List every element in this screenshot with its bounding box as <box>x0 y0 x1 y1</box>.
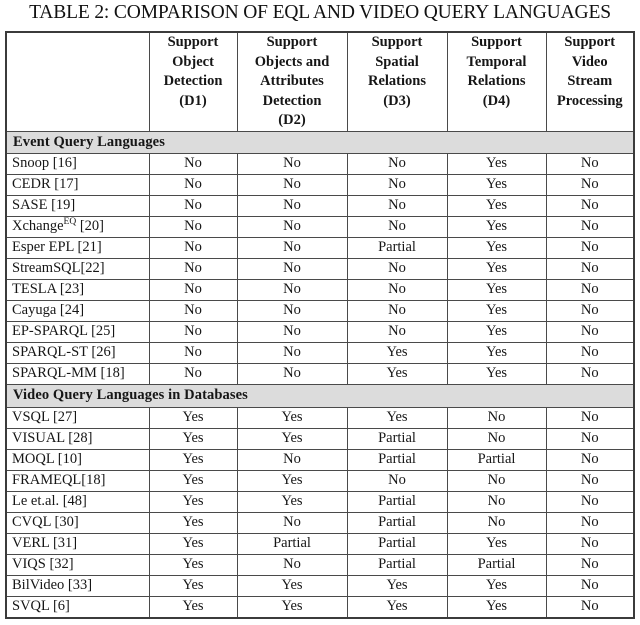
cell-d5: No <box>546 217 634 238</box>
cell-d1: No <box>149 259 237 280</box>
row-label: SPARQL-ST [26] <box>6 343 149 364</box>
column-header-line: Detection <box>262 92 322 109</box>
cell-d1: Yes <box>149 428 237 449</box>
cell-d5: No <box>546 175 634 196</box>
table-row <box>6 491 634 512</box>
cell-d2: Yes <box>237 491 347 512</box>
cell-d2: No <box>237 217 347 238</box>
cell-d2: No <box>237 554 347 575</box>
table-row <box>6 343 634 364</box>
table-row <box>6 364 634 385</box>
cell-d4: No <box>447 428 546 449</box>
row-label: VISUAL [28] <box>6 428 149 449</box>
column-header-d1 <box>149 32 237 131</box>
comparison-table-container <box>5 31 633 619</box>
cell-d3: No <box>347 154 447 175</box>
cell-d1: Yes <box>149 575 237 596</box>
cell-d1: Yes <box>149 449 237 470</box>
cell-d3: No <box>347 322 447 343</box>
cell-d3: Yes <box>347 575 447 596</box>
cell-d3: Yes <box>347 596 447 618</box>
cell-d3: No <box>347 259 447 280</box>
cell-d2: No <box>237 175 347 196</box>
cell-d4: Yes <box>447 259 546 280</box>
cell-d1: No <box>149 343 237 364</box>
cell-d1: Yes <box>149 491 237 512</box>
cell-d3: No <box>347 196 447 217</box>
cell-d2: Partial <box>237 533 347 554</box>
cell-d5: No <box>546 596 634 618</box>
cell-d4: Yes <box>447 196 546 217</box>
cell-d2: Yes <box>237 428 347 449</box>
cell-d4: No <box>447 407 546 428</box>
cell-d3: Partial <box>347 491 447 512</box>
section-header-row <box>6 385 634 408</box>
section-header-label: Video Query Languages in Databases <box>6 385 634 408</box>
row-label: TESLA [23] <box>6 280 149 301</box>
table-row <box>6 470 634 491</box>
cell-d1: Yes <box>149 512 237 533</box>
column-header-line: Spatial <box>375 53 419 70</box>
table-row <box>6 322 634 343</box>
cell-d4: Yes <box>447 217 546 238</box>
table-row <box>6 175 634 196</box>
table-row <box>6 407 634 428</box>
column-header-line: Detection <box>163 73 223 89</box>
cell-d4: Yes <box>447 280 546 301</box>
cell-d4: Yes <box>447 596 546 618</box>
cell-d5: No <box>546 512 634 533</box>
row-label: Snoop [16] <box>6 154 149 175</box>
cell-d4: Yes <box>447 175 546 196</box>
cell-d1: No <box>149 322 237 343</box>
cell-d2: No <box>237 364 347 385</box>
cell-d1: No <box>149 364 237 385</box>
cell-d4: Yes <box>447 575 546 596</box>
column-header-line: Relations <box>368 73 426 89</box>
cell-d2: No <box>237 238 347 259</box>
cell-d2: No <box>237 196 347 217</box>
cell-d5: No <box>546 449 634 470</box>
cell-d2: Yes <box>237 596 347 618</box>
cell-d5: No <box>546 554 634 575</box>
cell-d5: No <box>546 407 634 428</box>
cell-d2: Yes <box>237 575 347 596</box>
row-label: Esper EPL [21] <box>6 238 149 259</box>
cell-d5: No <box>546 470 634 491</box>
column-header-line: (D4) <box>482 92 511 109</box>
table-body <box>6 131 634 618</box>
column-header-line: Objects and <box>254 53 330 70</box>
cell-d1: Yes <box>149 596 237 618</box>
cell-d3: No <box>347 175 447 196</box>
cell-d5: No <box>546 154 634 175</box>
cell-d4: Yes <box>447 238 546 259</box>
cell-d3: Partial <box>347 512 447 533</box>
row-label: CEDR [17] <box>6 175 149 196</box>
row-label: SPARQL-MM [18] <box>6 364 149 385</box>
cell-d4: Partial <box>447 449 546 470</box>
column-header-line: Support <box>564 34 616 50</box>
cell-d5: No <box>546 343 634 364</box>
cell-d3: Yes <box>347 364 447 385</box>
cell-d3: Partial <box>347 554 447 575</box>
cell-d3: No <box>347 280 447 301</box>
column-header-d5 <box>546 32 634 131</box>
row-label: CVQL [30] <box>6 512 149 533</box>
cell-d4: Yes <box>447 154 546 175</box>
table-row <box>6 301 634 322</box>
column-header-d2 <box>237 32 347 131</box>
cell-d4: Yes <box>447 301 546 322</box>
cell-d5: No <box>546 575 634 596</box>
table-row <box>6 259 634 280</box>
cell-d1: No <box>149 196 237 217</box>
cell-d4: No <box>447 470 546 491</box>
section-header-row <box>6 131 634 154</box>
cell-d5: No <box>546 280 634 301</box>
column-header-line: (D3) <box>383 92 411 109</box>
table-header <box>6 32 634 131</box>
cell-d1: Yes <box>149 407 237 428</box>
column-header-line: (D1) <box>179 92 207 109</box>
cell-d2: No <box>237 154 347 175</box>
cell-d5: No <box>546 364 634 385</box>
column-header-d4 <box>447 32 546 131</box>
cell-d1: No <box>149 175 237 196</box>
table-row <box>6 238 634 259</box>
header-row <box>6 32 634 131</box>
row-label: BilVideo [33] <box>6 575 149 596</box>
cell-d1: No <box>149 217 237 238</box>
cell-d4: No <box>447 512 546 533</box>
table-row <box>6 280 634 301</box>
cell-d4: No <box>447 491 546 512</box>
section-header-label: Event Query Languages <box>6 131 634 154</box>
cell-d5: No <box>546 238 634 259</box>
column-header-line: Object <box>172 53 214 70</box>
cell-d3: Partial <box>347 449 447 470</box>
cell-d1: Yes <box>149 533 237 554</box>
row-label: VSQL [27] <box>6 407 149 428</box>
cell-d5: No <box>546 259 634 280</box>
cell-d3: Yes <box>347 343 447 364</box>
cell-d4: Yes <box>447 322 546 343</box>
column-header-line: (D2) <box>278 112 306 128</box>
cell-d3: Partial <box>347 428 447 449</box>
cell-d4: Yes <box>447 343 546 364</box>
column-header-line: Support <box>266 34 318 50</box>
column-header-name <box>6 32 149 131</box>
cell-d2: No <box>237 280 347 301</box>
table-row <box>6 154 634 175</box>
row-label: Le et.al. [48] <box>6 491 149 512</box>
row-label: MOQL [10] <box>6 449 149 470</box>
cell-d1: Yes <box>149 554 237 575</box>
cell-d4: Yes <box>447 364 546 385</box>
cell-d4: Partial <box>447 554 546 575</box>
table-row <box>6 512 634 533</box>
cell-d4: Yes <box>447 533 546 554</box>
cell-d2: Yes <box>237 470 347 491</box>
cell-d1: Yes <box>149 470 237 491</box>
column-header-line: Processing <box>556 92 623 109</box>
table-row <box>6 449 634 470</box>
row-label: StreamSQL[22] <box>6 259 149 280</box>
column-header-line: Relations <box>467 73 526 89</box>
column-header-line: Attributes <box>260 73 324 89</box>
cell-d3: No <box>347 217 447 238</box>
row-label: FRAMEQL[18] <box>6 470 149 491</box>
column-header-line: Stream <box>567 73 613 89</box>
cell-d1: No <box>149 238 237 259</box>
column-header-line: Support <box>167 34 219 50</box>
row-label: VERL [31] <box>6 533 149 554</box>
cell-d1: No <box>149 154 237 175</box>
cell-d2: No <box>237 259 347 280</box>
row-label: EP-SPARQL [25] <box>6 322 149 343</box>
cell-d1: No <box>149 301 237 322</box>
row-label: Cayuga [24] <box>6 301 149 322</box>
cell-d5: No <box>546 533 634 554</box>
row-label-superscript: EQ <box>63 217 77 228</box>
cut-off-caption-text <box>0 612 640 625</box>
column-header-d3 <box>347 32 447 131</box>
cell-d5: No <box>546 428 634 449</box>
cell-d5: No <box>546 491 634 512</box>
cell-d2: Yes <box>237 407 347 428</box>
table-row <box>6 575 634 596</box>
cell-d5: No <box>546 322 634 343</box>
column-header-line: Support <box>471 34 522 50</box>
table-row <box>6 554 634 575</box>
cell-d5: No <box>546 196 634 217</box>
row-label: SVQL [6] <box>6 596 149 618</box>
row-label: Xchange$^{EQ}$ [20] <box>6 217 149 238</box>
table-row <box>6 428 634 449</box>
cell-d2: No <box>237 301 347 322</box>
cell-d2: No <box>237 322 347 343</box>
cell-d2: No <box>237 512 347 533</box>
page-title: TABLE 2: COMPARISON OF EQL AND VIDEO QUERY LANGUAGES <box>29 2 611 23</box>
row-label: VIQS [32] <box>6 554 149 575</box>
table-row <box>6 533 634 554</box>
comparison-table <box>5 31 635 619</box>
column-header-line: Temporal <box>466 53 527 70</box>
cell-d3: Partial <box>347 533 447 554</box>
column-header-line: Video <box>571 53 608 70</box>
cell-d5: No <box>546 301 634 322</box>
table-row <box>6 217 634 238</box>
column-header-line: Support <box>371 34 423 50</box>
cell-d1: No <box>149 280 237 301</box>
cell-d3: Yes <box>347 407 447 428</box>
cell-d3: No <box>347 470 447 491</box>
table-row <box>6 196 634 217</box>
cell-d3: No <box>347 301 447 322</box>
cell-d2: No <box>237 449 347 470</box>
row-label: SASE [19] <box>6 196 149 217</box>
cell-d3: Partial <box>347 238 447 259</box>
cell-d2: No <box>237 343 347 364</box>
